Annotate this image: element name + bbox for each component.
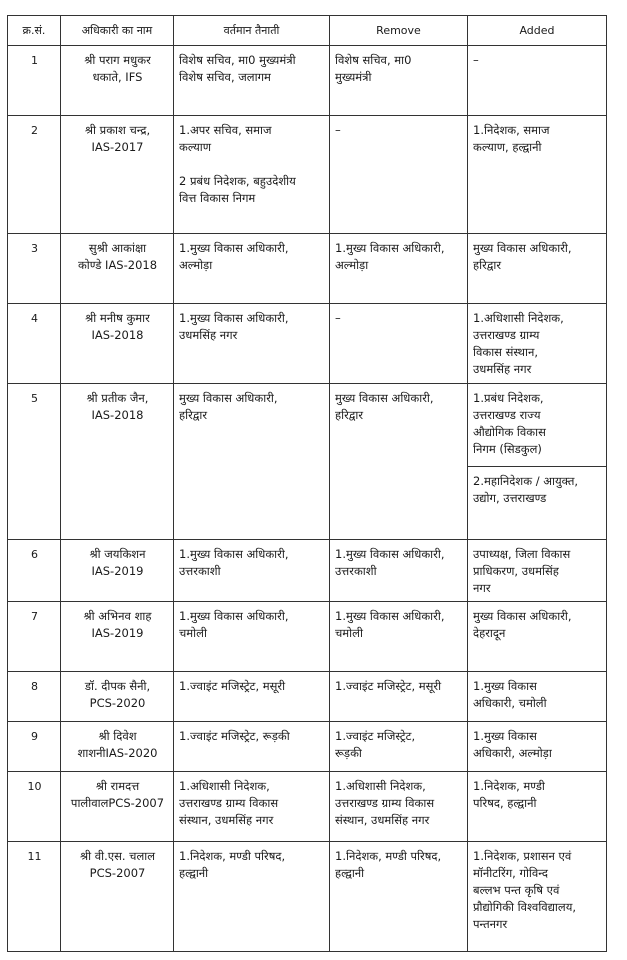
- added-line: 1.मुख्य विकास: [473, 729, 537, 743]
- table-row: [8, 772, 607, 842]
- added-cell: [468, 722, 607, 772]
- remove-line: 1.अधिशासी निदेशक,: [335, 779, 426, 793]
- remove-line: हरिद्वार: [335, 408, 364, 422]
- table-body: [8, 46, 607, 952]
- added-cell: [468, 842, 607, 952]
- remove-cell: [330, 602, 468, 672]
- added-cell: [468, 304, 607, 384]
- current-line: मुख्य विकास अधिकारी,: [179, 391, 278, 405]
- added-line: 1.अधिशासी निदेशक,: [473, 311, 564, 325]
- added-line: 1.निदेशक, समाज: [473, 123, 550, 137]
- current-line: संस्थान, उधमसिंह नगर: [179, 813, 274, 827]
- current-line: कल्याण: [179, 140, 212, 154]
- name-line: IAS-2019: [91, 564, 144, 578]
- remove-line: संस्थान, उधमसिंह नगर: [335, 813, 430, 827]
- added-cell: [468, 384, 607, 540]
- name-line: श्री दिवेश: [98, 729, 137, 743]
- name-line: कोण्डे IAS-2018: [77, 258, 158, 272]
- added-line: कल्याण, हल्द्वानी: [473, 140, 542, 154]
- name-line: PCS-2020: [89, 696, 146, 710]
- current-posting-cell: [174, 842, 330, 952]
- added-line: विकास संस्थान,: [473, 345, 538, 359]
- name-line: श्री प्रतीक जैन,: [86, 391, 149, 405]
- remove-line: 1.मुख्य विकास अधिकारी,: [335, 609, 445, 623]
- current-posting-cell: [174, 602, 330, 672]
- table-row: [8, 842, 607, 952]
- added-cell: [468, 116, 607, 234]
- current-line: चमोली: [179, 626, 207, 640]
- added-line: उत्तराखण्ड ग्राम्य: [473, 328, 540, 342]
- added-line: प्राधिकरण, उधमसिंह: [473, 564, 559, 578]
- current-line: 1.अधिशासी निदेशक,: [179, 779, 270, 793]
- current-line: उधमसिंह नगर: [179, 328, 238, 342]
- added-line: निगम (सिडकुल): [473, 442, 542, 456]
- header-current-posting: वर्तमान तैनाती: [174, 16, 330, 46]
- current-posting-cell: [174, 672, 330, 722]
- table-row: [8, 384, 607, 540]
- remove-line: –: [335, 311, 341, 325]
- table-row: [8, 116, 607, 234]
- current-line: हल्द्वानी: [179, 866, 209, 880]
- remove-line: 1.मुख्य विकास अधिकारी,: [335, 241, 445, 255]
- current-posting-cell: [174, 772, 330, 842]
- current-posting-cell: [174, 540, 330, 602]
- added-cell: [468, 672, 607, 722]
- current-posting-cell: [174, 116, 330, 234]
- transfer-table: [7, 15, 607, 952]
- remove-line: 1.निदेशक, मण्डी परिषद,: [335, 849, 442, 863]
- officer-name-cell: [61, 384, 174, 540]
- current-line: 2 प्रबंध निदेशक, बहुउदेशीय: [179, 174, 296, 188]
- remove-cell: [330, 46, 468, 116]
- current-line: 1.ज्वाइंट मजिस्ट्रेट, रूड़की: [179, 729, 290, 743]
- added-line: हरिद्वार: [473, 258, 502, 272]
- current-line: 1.अपर सचिव, समाज: [179, 123, 272, 137]
- remove-cell: [330, 842, 468, 952]
- name-line: श्री रामदत्त: [95, 779, 140, 793]
- current-posting-cell: [174, 46, 330, 116]
- remove-cell: [330, 116, 468, 234]
- header-remove: Remove: [330, 16, 468, 46]
- current-line: हरिद्वार: [179, 408, 208, 422]
- serial-cell: 5: [8, 384, 61, 540]
- officer-name-cell: [61, 722, 174, 772]
- name-line: डॉ. दीपक सैनी,: [84, 679, 151, 693]
- name-line: धकाते, IFS: [92, 70, 143, 84]
- current-line: 1.निदेशक, मण्डी परिषद,: [179, 849, 286, 863]
- serial-cell: 4: [8, 304, 61, 384]
- added-line: देहरादून: [473, 626, 506, 640]
- serial-cell: 11: [8, 842, 61, 952]
- added-line: उपाध्यक्ष, जिला विकास: [473, 547, 571, 561]
- added2-line: 2.महानिदेशक / आयुक्त,: [473, 474, 579, 488]
- serial-cell: 7: [8, 602, 61, 672]
- remove-line: रूड़की: [335, 746, 362, 760]
- added-second-entry: [468, 466, 606, 507]
- added-line: प्रौद्योगिकी विश्वविद्यालय,: [473, 900, 577, 914]
- remove-line: 1.ज्वाइंट मजिस्ट्रेट, मसूरी: [335, 679, 442, 693]
- added-line: बल्लभ पन्त कृषि एवं: [473, 883, 560, 897]
- name-line: IAS-2017: [91, 140, 144, 154]
- current-line: 1.ज्वाइंट मजिस्ट्रेट, मसूरी: [179, 679, 286, 693]
- current-line: 1.मुख्य विकास अधिकारी,: [179, 241, 289, 255]
- officer-name-cell: [61, 304, 174, 384]
- added-line: 1.मुख्य विकास: [473, 679, 537, 693]
- remove-line: मुख्यमंत्री: [335, 70, 372, 84]
- remove-line: 1.मुख्य विकास अधिकारी,: [335, 547, 445, 561]
- serial-cell: 10: [8, 772, 61, 842]
- name-line: श्री वी.एस. चलाल: [79, 849, 156, 863]
- added2-line: उद्योग, उत्तराखण्ड: [473, 491, 547, 505]
- remove-line: हल्द्वानी: [335, 866, 365, 880]
- header-added: Added: [468, 16, 607, 46]
- officer-name-cell: [61, 116, 174, 234]
- current-line: 1.मुख्य विकास अधिकारी,: [179, 609, 289, 623]
- name-line: IAS-2019: [91, 626, 144, 640]
- table-row: [8, 602, 607, 672]
- added-line: अधिकारी, चमोली: [473, 696, 547, 710]
- remove-cell: [330, 384, 468, 540]
- officer-name-cell: [61, 540, 174, 602]
- serial-cell: 2: [8, 116, 61, 234]
- table-row: [8, 722, 607, 772]
- current-line: अल्मोड़ा: [179, 258, 213, 272]
- remove-cell: [330, 772, 468, 842]
- name-line: श्री अभिनव शाह: [83, 609, 152, 623]
- remove-cell: [330, 722, 468, 772]
- remove-cell: [330, 540, 468, 602]
- table-row: [8, 234, 607, 304]
- added-line: अधिकारी, अल्मोड़ा: [473, 746, 552, 760]
- current-line: 1.मुख्य विकास अधिकारी,: [179, 547, 289, 561]
- added-cell: [468, 602, 607, 672]
- table-row: [8, 672, 607, 722]
- name-line: IAS-2018: [91, 408, 144, 422]
- serial-cell: 6: [8, 540, 61, 602]
- header-serial: क्र.सं.: [8, 16, 61, 46]
- added-cell: [468, 540, 607, 602]
- current-line: उत्तराखण्ड ग्राम्य विकास: [179, 796, 279, 810]
- officer-name-cell: [61, 46, 174, 116]
- added-cell: [468, 46, 607, 116]
- table-row: [8, 540, 607, 602]
- name-line: शाशनीIAS-2020: [77, 746, 158, 760]
- name-line: श्री मनीष कुमार: [85, 311, 150, 325]
- current-posting-cell: [174, 234, 330, 304]
- serial-cell: 1: [8, 46, 61, 116]
- remove-cell: [330, 672, 468, 722]
- added-line: मुख्य विकास अधिकारी,: [473, 609, 572, 623]
- added-line: मुख्य विकास अधिकारी,: [473, 241, 572, 255]
- remove-cell: [330, 304, 468, 384]
- added-cell: [468, 234, 607, 304]
- remove-line: उत्तरकाशी: [335, 564, 377, 578]
- remove-line: मुख्य विकास अधिकारी,: [335, 391, 434, 405]
- remove-line: उत्तराखण्ड ग्राम्य विकास: [335, 796, 435, 810]
- officer-name-cell: [61, 234, 174, 304]
- serial-cell: 3: [8, 234, 61, 304]
- remove-line: विशेष सचिव, मा0: [335, 53, 412, 67]
- table-row: [8, 304, 607, 384]
- current-line: विशेष सचिव, मा0 मुख्यमंत्री: [179, 53, 296, 67]
- added-line: 1.निदेशक, मण्डी: [473, 779, 545, 793]
- remove-line: 1.ज्वाइंट मजिस्ट्रेट,: [335, 729, 416, 743]
- name-line: PCS-2007: [89, 866, 146, 880]
- added-line: 1.निदेशक, प्रशासन एवं: [473, 849, 572, 863]
- added-line: पन्तनगर: [473, 917, 508, 931]
- header-officer-name: अधिकारी का नाम: [61, 16, 174, 46]
- name-line: श्री प्रकाश चन्द्र,: [84, 123, 151, 137]
- header-row: [8, 16, 607, 46]
- current-line: 1.मुख्य विकास अधिकारी,: [179, 311, 289, 325]
- added-line: परिषद, हल्द्वानी: [473, 796, 537, 810]
- table-row: [8, 46, 607, 116]
- current-posting-cell: [174, 722, 330, 772]
- name-line: सुश्री आकांक्षा: [88, 241, 147, 255]
- added-cell: [468, 772, 607, 842]
- added-line: नगर: [473, 581, 491, 595]
- added-line: उधमसिंह नगर: [473, 362, 532, 376]
- added-line: 1.प्रबंध निदेशक,: [473, 391, 544, 405]
- added-line: मॉनीटरिंग, गोविन्द: [473, 866, 548, 880]
- name-line: IAS-2018: [91, 328, 144, 342]
- remove-line: अल्मोड़ा: [335, 258, 369, 272]
- added-line: उत्तराखण्ड राज्य: [473, 408, 541, 422]
- name-line: श्री पराग मधुकर: [84, 53, 151, 67]
- name-line: श्री जयकिशन: [89, 547, 146, 561]
- officer-name-cell: [61, 602, 174, 672]
- name-line: पालीवालPCS-2007: [70, 796, 165, 810]
- officer-name-cell: [61, 772, 174, 842]
- remove-line: –: [335, 123, 341, 137]
- added-line: –: [473, 53, 479, 67]
- current-line: विशेष सचिव, जलागम: [179, 70, 271, 84]
- serial-cell: 8: [8, 672, 61, 722]
- officer-name-cell: [61, 842, 174, 952]
- current-posting-cell: [174, 304, 330, 384]
- officer-name-cell: [61, 672, 174, 722]
- remove-line: चमोली: [335, 626, 363, 640]
- serial-cell: 9: [8, 722, 61, 772]
- current-posting-cell: [174, 384, 330, 540]
- current-line: उत्तरकाशी: [179, 564, 221, 578]
- current-line: वित्त विकास निगम: [179, 191, 256, 205]
- remove-cell: [330, 234, 468, 304]
- current-line: [179, 156, 325, 173]
- added-line: औद्योगिक विकास: [473, 425, 546, 439]
